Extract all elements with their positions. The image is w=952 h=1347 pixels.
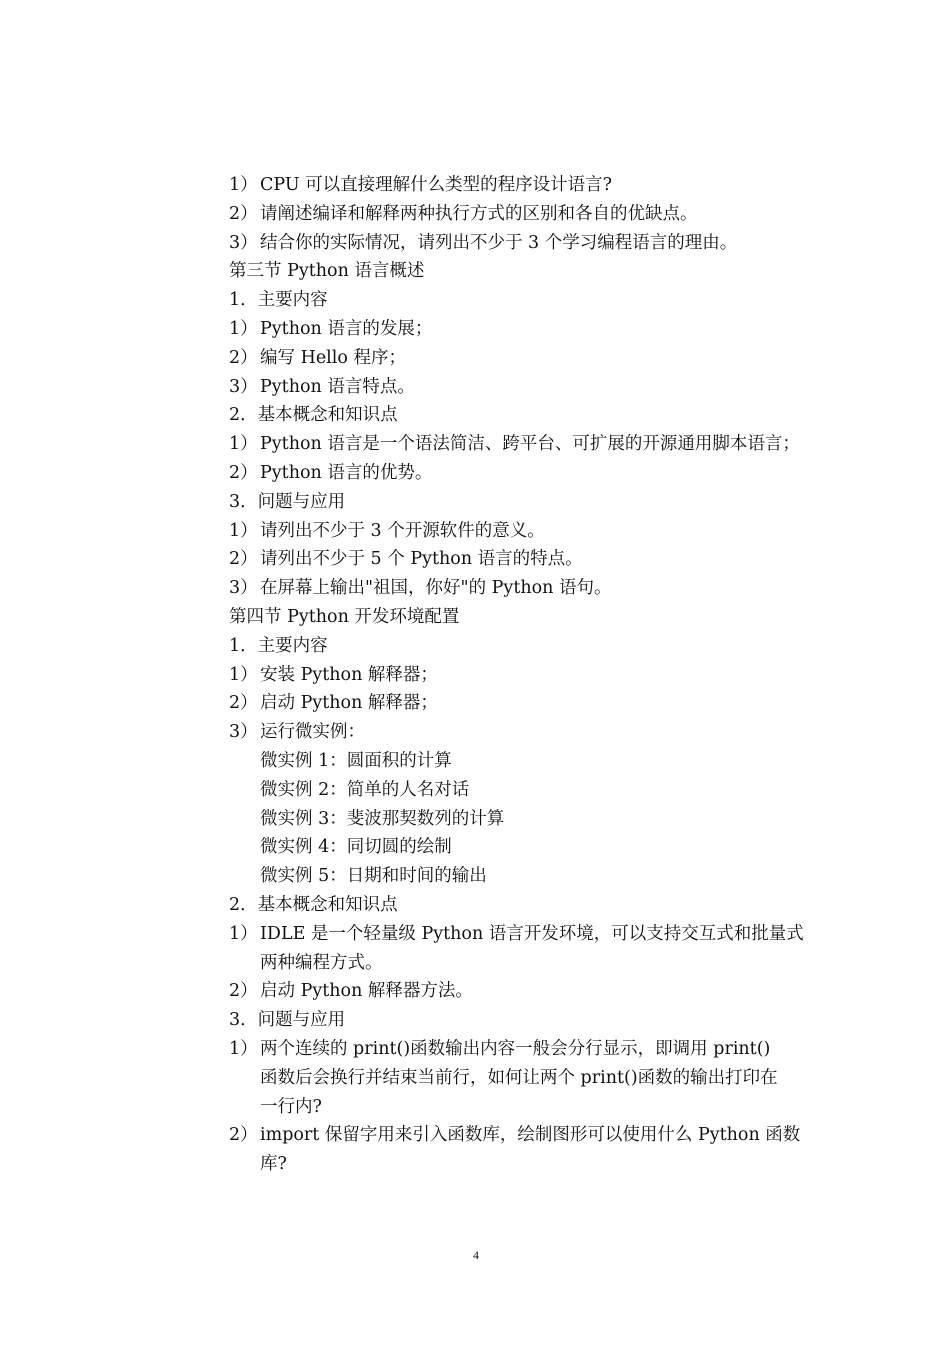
sub-item: 微实例 5：日期和时间的输出 — [260, 866, 487, 887]
list-item-number: 2） — [229, 549, 258, 570]
list-item-text — [260, 1121, 844, 1179]
list-item — [229, 920, 844, 978]
text-line: 编写 Hello 程序； — [260, 347, 406, 368]
list-item — [229, 574, 844, 603]
list-item — [229, 689, 844, 718]
list-item-number: 3） — [229, 578, 258, 599]
text-line: 启动 Python 解释器方法。 — [260, 981, 473, 1002]
page-content — [229, 171, 844, 1179]
list-item-number: 1） — [229, 318, 258, 339]
list-item-text — [260, 920, 844, 978]
text-line: 两个连续的 print()函数输出内容一般会分行显示，即调用 print() — [260, 1038, 771, 1059]
section-heading: 第三节 Python 语言概述 — [229, 261, 425, 282]
list-item — [229, 545, 844, 574]
sub-item: 微实例 3：斐波那契数列的计算 — [260, 808, 505, 829]
text-line: 两种编程方式。 — [260, 952, 383, 973]
list-item-number: 1） — [229, 923, 258, 944]
section-heading: 2．基本概念和知识点 — [229, 894, 398, 915]
list-item-text — [260, 344, 844, 373]
list-item-text — [260, 574, 844, 603]
text-line: Python 语言的优势。 — [260, 462, 433, 483]
list-item-number: 1） — [229, 434, 258, 455]
sub-item: 微实例 4：同切圆的绘制 — [260, 837, 452, 858]
list-item-number: 3） — [229, 376, 258, 397]
section-heading: 2．基本概念和知识点 — [229, 405, 398, 426]
sub-item: 微实例 1：圆面积的计算 — [260, 750, 452, 771]
list-item-text — [260, 430, 844, 459]
list-item-number: 1） — [229, 664, 258, 685]
text-line: CPU 可以直接理解什么类型的程序设计语言? — [260, 175, 613, 195]
section-heading: 3．问题与应用 — [229, 491, 346, 512]
list-item — [229, 430, 844, 459]
section-heading: 1．主要内容 — [229, 635, 328, 656]
list-item-text — [260, 315, 844, 344]
list-item-text — [260, 689, 844, 718]
list-item-number: 2） — [229, 203, 258, 224]
list-item-text — [260, 517, 844, 546]
text-line: 安装 Python 解释器； — [260, 664, 438, 685]
list-item-number: 3） — [229, 232, 258, 253]
text-line: 请列出不少于 5 个 Python 语言的特点。 — [260, 549, 583, 570]
section-heading: 3．问题与应用 — [229, 1010, 346, 1031]
sub-item: 微实例 2：简单的人名对话 — [260, 779, 470, 800]
list-item-number: 1） — [229, 520, 258, 541]
list-item-text — [260, 229, 844, 258]
list-item — [229, 200, 844, 229]
list-item-number: 1） — [229, 1038, 258, 1059]
list-item-number: 2） — [229, 1125, 258, 1146]
list-item — [229, 718, 844, 747]
text-line: 在屏幕上输出"祖国，你好"的 Python 语句。 — [260, 578, 612, 599]
text-line: Python 语言特点。 — [260, 376, 415, 397]
text-line: import 保留字用来引入函数库，绘制图形可以使用什么 Python 函数 — [260, 1125, 801, 1146]
list-item-text — [260, 200, 844, 229]
text-line: IDLE 是一个轻量级 Python 语言开发环境，可以支持交互式和批量式 — [260, 923, 804, 944]
list-item — [229, 1121, 844, 1179]
text-line: 请阐述编译和解释两种执行方式的区别和各自的优缺点。 — [260, 203, 698, 224]
list-item — [229, 517, 844, 546]
list-item-number: 2） — [229, 462, 258, 483]
list-item-text — [260, 459, 844, 488]
list-item-number: 2） — [229, 347, 258, 368]
text-line: 请列出不少于 3 个开源软件的意义。 — [260, 520, 545, 541]
page-number: 4 — [473, 1248, 479, 1262]
list-item-text — [260, 977, 844, 1006]
list-item — [229, 171, 844, 200]
list-item-text — [260, 373, 844, 402]
text-line: 一行内? — [260, 1096, 322, 1117]
list-item-text — [260, 718, 844, 747]
list-item — [229, 661, 844, 690]
list-item-number: 2） — [229, 693, 258, 714]
list-item-text — [260, 171, 844, 200]
text-line: 结合你的实际情况，请列出不少于 3 个学习编程语言的理由。 — [260, 232, 738, 253]
text-line: 运行微实例： — [260, 722, 365, 743]
list-item — [229, 344, 844, 373]
list-item — [229, 373, 844, 402]
list-item — [229, 977, 844, 1006]
text-line: Python 语言的发展； — [260, 318, 433, 339]
list-item-text — [260, 661, 844, 690]
list-item — [229, 315, 844, 344]
text-line: 库? — [260, 1154, 287, 1175]
list-item — [229, 229, 844, 258]
list-item-number: 2） — [229, 981, 258, 1002]
list-item — [229, 1035, 844, 1121]
list-item-text — [260, 545, 844, 574]
list-item-number: 1） — [229, 175, 258, 195]
text-line: Python 语言是一个语法简洁、跨平台、可扩展的开源通用脚本语言； — [260, 434, 800, 455]
list-item-number: 3） — [229, 722, 258, 743]
list-item-text — [260, 1035, 844, 1121]
text-line: 函数后会换行并结束当前行，如何让两个 print()函数的输出打印在 — [260, 1067, 778, 1088]
section-heading: 1．主要内容 — [229, 290, 328, 311]
text-line: 启动 Python 解释器； — [260, 693, 438, 714]
section-heading: 第四节 Python 开发环境配置 — [229, 606, 460, 627]
list-item — [229, 459, 844, 488]
